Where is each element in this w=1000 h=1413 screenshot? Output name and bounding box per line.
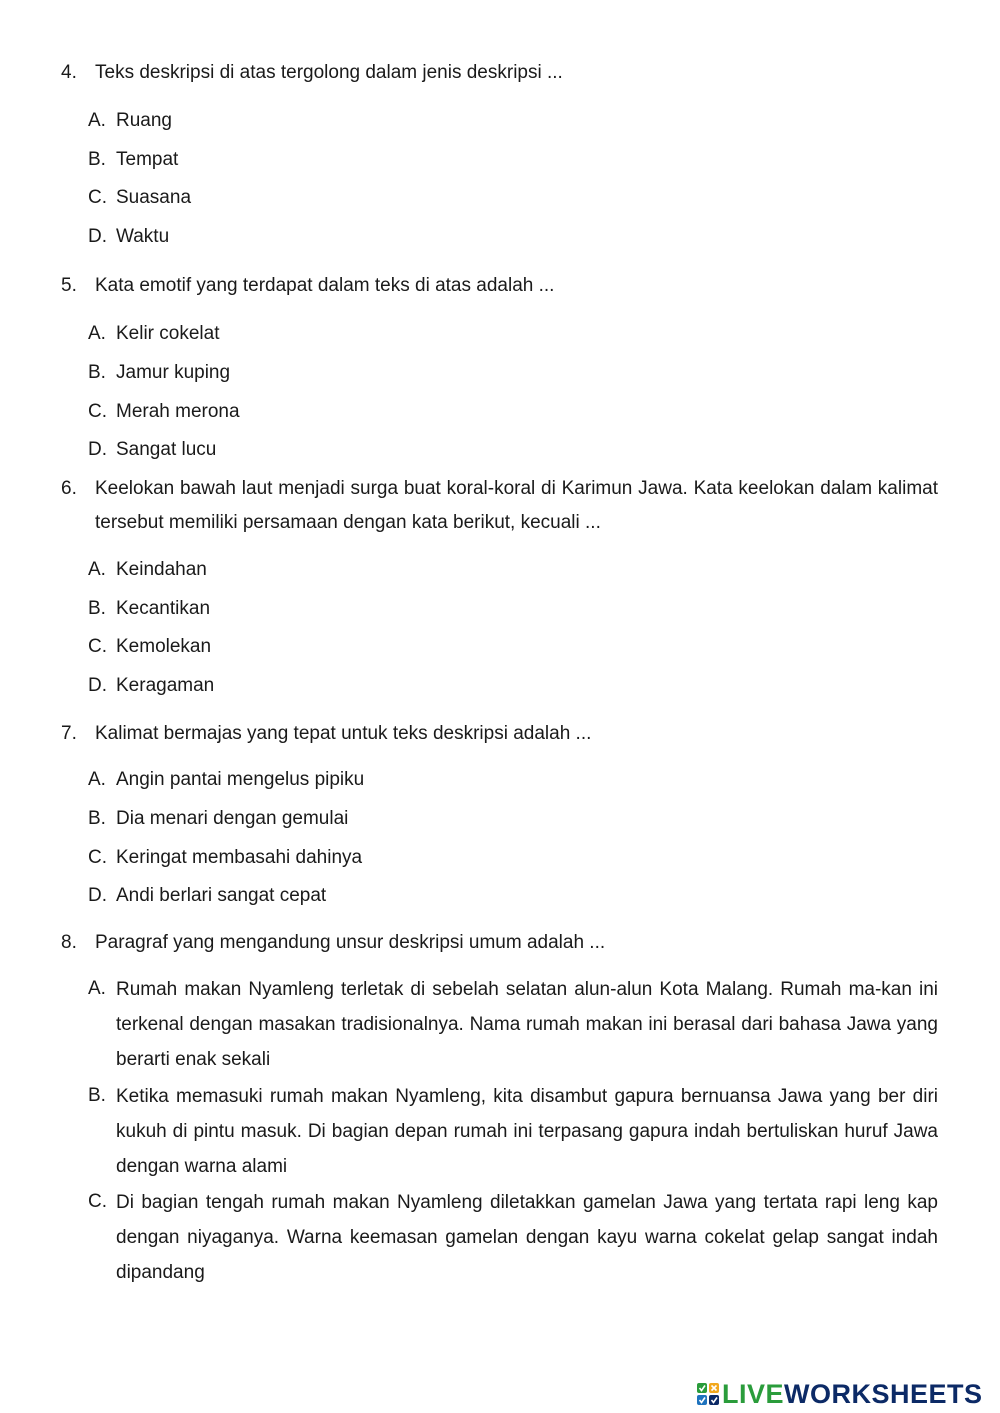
option-text: Keringat membasahi dahinya (116, 847, 363, 868)
option-letter: A. (88, 559, 106, 580)
option-letter: A. (88, 110, 106, 131)
option-7d[interactable] (88, 879, 938, 913)
option-text: Merah merona (116, 401, 240, 422)
option-5d[interactable] (88, 433, 938, 467)
option-text: Rumah makan Nyamleng terletak di sebelah selatan alun-alun Kota Malang. Rumah ma-kan ini terkenal dengan masakan tradisionalnya. Nama rumah makan ini berasal dari bahasa Jawa yang berarti enak sekali (116, 979, 938, 1070)
liveworksheets-logo-icon (697, 1383, 719, 1405)
question-text: Kata emotif yang terdapat dalam teks di atas adalah ... (95, 275, 555, 296)
option-4a[interactable] (88, 104, 938, 138)
option-letter: B. (88, 1085, 106, 1106)
option-text: Dia menari dengan gemulai (116, 808, 349, 829)
option-text: Kecantikan (116, 598, 211, 619)
option-7b[interactable] (88, 802, 938, 836)
option-letter: D. (88, 439, 107, 460)
option-text: Angin pantai mengelus pipiku (116, 769, 365, 790)
liveworksheets-logo-text (722, 1378, 983, 1409)
option-text: Kemolekan (116, 636, 212, 657)
option-8a[interactable] (88, 972, 938, 1077)
option-7a[interactable] (88, 763, 938, 797)
option-8b[interactable] (88, 1079, 938, 1184)
question-text: Kalimat bermajas yang tepat untuk teks deskripsi adalah ... (95, 723, 592, 744)
option-text: Ruang (116, 110, 172, 131)
option-letter: C. (88, 636, 107, 657)
question-6 (61, 472, 938, 540)
question-4 (61, 56, 938, 90)
option-letter: A. (88, 323, 106, 344)
option-letter: D. (88, 885, 107, 906)
option-letter: B. (88, 598, 106, 619)
option-6d[interactable] (88, 669, 938, 703)
option-text: Suasana (116, 187, 192, 208)
question-number: 8. (61, 932, 77, 953)
option-4d[interactable] (88, 220, 938, 254)
option-letter: C. (88, 847, 107, 868)
option-text: Tempat (116, 149, 179, 170)
logo-text-worksheets: WORKSHEETS (784, 1378, 983, 1409)
option-5c[interactable] (88, 395, 938, 429)
option-letter: D. (88, 226, 107, 247)
option-7c[interactable] (88, 841, 938, 875)
question-number: 5. (61, 275, 77, 296)
option-4c[interactable] (88, 181, 938, 215)
option-letter: D. (88, 675, 107, 696)
option-letter: A. (88, 978, 106, 999)
logo-text-live: LIVE (722, 1378, 785, 1409)
option-text: Keindahan (116, 559, 207, 580)
option-text: Jamur kuping (116, 362, 231, 383)
question-5 (61, 269, 938, 303)
option-text: Keragaman (116, 675, 215, 696)
option-5a[interactable] (88, 317, 938, 351)
option-letter: C. (88, 401, 107, 422)
question-number: 7. (61, 723, 77, 744)
option-6c[interactable] (88, 630, 938, 664)
option-letter: B. (88, 362, 106, 383)
liveworksheets-watermark[interactable] (697, 1376, 983, 1412)
option-letter: C. (88, 187, 107, 208)
option-6a[interactable] (88, 553, 938, 587)
question-7 (61, 717, 938, 751)
question-8 (61, 926, 938, 960)
option-text: Andi berlari sangat cepat (116, 885, 327, 906)
option-text: Ketika memasuki rumah makan Nyamleng, kita disambut gapura bernuansa Jawa yang ber diri kukuh di pintu masuk. Di bagian depan rumah ini terpasang gapura indah bertuliskan huruf Jawa dengan warna alami (116, 1086, 938, 1177)
option-text: Kelir cokelat (116, 323, 220, 344)
option-letter: B. (88, 808, 106, 829)
option-8c[interactable] (88, 1185, 938, 1290)
question-text: Paragraf yang mengandung unsur deskripsi umum adalah ... (95, 932, 606, 953)
option-6b[interactable] (88, 592, 938, 626)
question-number: 6. (61, 478, 77, 499)
question-number: 4. (61, 62, 77, 83)
option-text: Waktu (116, 226, 170, 247)
option-4b[interactable] (88, 143, 938, 177)
option-text: Sangat lucu (116, 439, 217, 460)
option-letter: C. (88, 1191, 107, 1212)
option-letter: B. (88, 149, 106, 170)
question-text: Teks deskripsi di atas tergolong dalam jenis deskripsi ... (95, 62, 563, 83)
option-5b[interactable] (88, 356, 938, 390)
question-text: Keelokan bawah laut menjadi surga buat koral-koral di Karimun Jawa. Kata keelokan dalam kalimat tersebut memiliki persamaan dengan kata berikut, kecuali ... (95, 478, 938, 533)
option-letter: A. (88, 769, 106, 790)
option-text: Di bagian tengah rumah makan Nyamleng diletakkan gamelan Jawa yang tertata rapi leng kap dengan niyaganya. Warna keemasan gamelan dengan kayu warna cokelat gelap sangat indah dipandang (116, 1192, 938, 1283)
